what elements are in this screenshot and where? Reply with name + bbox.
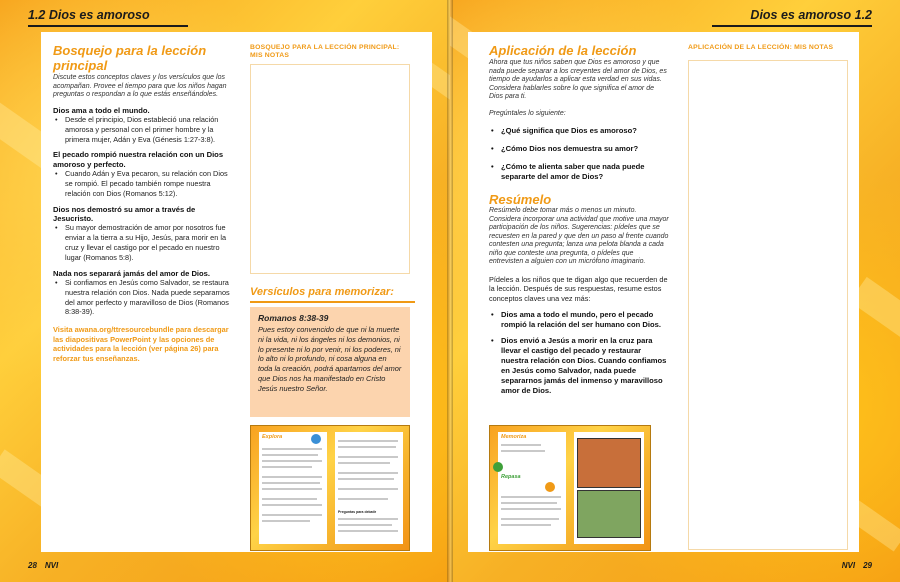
thumbnail-subheading: Preguntas para debatir [338,510,377,514]
thumbnail-line [262,460,322,462]
memory-verse-rule [250,301,415,303]
outline-section-bullet: • Su mayor demostración de amor por nosotros fue enviar a la tierra a su Hijo, Jesús, para morir en la cruz y llevar el castigo por el pecado en nuestro lugar (Romanos 5:8). [53,223,231,262]
thumbnail-line [338,478,394,480]
page-number: 29 [863,561,872,570]
summary-note: Resúmelo debe tomar más o menos un minuto. Considera incorporar una actividad que motive una mayor participación de los niños. Sugerencias: pídeles que se recuesten en la pared y que den un paso al frente cuando contesten una pregunta; lanza una pelota blanda a cada niño que conteste una pregunta, o pídeles que entrevisten a alguien con un micrófono imaginario. [489,207,669,265]
notes-area[interactable] [250,64,410,274]
outline-section-bullet: • Si confiamos en Jesús como Salvador, se restaura nuestra relación con Dios. Nada puede separarnos del amor perfecto y maravilloso de Dios (Romanos 8:38-39). [53,278,231,317]
outline-intro: Discute estos conceptos claves y los versículos que los acompañan. Provee el tiempo para que los niños hagan preguntas o respondan a lo que estás enseñándoles. [53,74,227,98]
thumbnail-line [501,518,559,520]
thumbnail-left-page [498,432,566,544]
question-item: • ¿Qué significa que Dios es amoroso? [489,126,669,136]
summary-point: • Dios envió a Jesús a morir en la cruz para llevar el castigo del pecado y restaurar nuestra relación con Dios. Cuando confiamos en Jesús como Salvador, nada puede separarnos jamás del inmenso y maravilloso amor de Dios. [489,336,669,396]
question-item: • ¿Cómo te alienta saber que nada puede separarte del amor de Dios? [489,162,669,182]
header-rule [712,25,872,27]
question-item: • ¿Cómo Dios nos demuestra su amor? [489,144,669,154]
thumbnail-heading: Memoriza [501,434,527,440]
thumbnail-line [501,502,557,504]
thumbnail-line [501,450,545,452]
thumbnail-line [262,454,318,456]
header-rule [28,25,188,27]
thumbnail-line [262,466,312,468]
thumbnail-line [338,498,388,500]
outline-section-bullet: • Desde el principio, Dios estableció una relación amorosa y personal con el primer hombre y la primera mujer, Adán y Eva (Génesis 1:27-3:8). [53,115,231,144]
student-page-thumbnail [489,425,651,551]
outline-section-head: Dios nos demostró su amor a través de Jesucristo. [53,204,196,223]
thumbnail-line [501,508,561,510]
outline-section-head: Dios ama a todo el mundo. [53,105,150,115]
notes-column [250,44,410,60]
student-page-thumbnail [250,425,410,551]
thumbnail-line [262,488,322,490]
thumbnail-line [338,488,398,490]
thumbnail-line [338,446,396,448]
thumbnail-subheading: Repasa [501,474,521,480]
outline-column [53,43,231,363]
memory-verse-box [250,307,410,417]
comic-panel-image [577,490,641,538]
lightbulb-icon [545,482,555,492]
application-title: Aplicación de la lección [489,43,637,58]
ask-prompt: Pregúntales lo siguiente: [489,109,566,117]
thumbnail-line [338,472,398,474]
verse-reference: Romanos 8:38-39 [258,313,329,323]
notes-area[interactable] [688,60,848,550]
notes-label: APLICACIÓN DE LA LECCIÓN: MIS NOTAS [688,44,834,51]
page-header: Dios es amoroso 1.2 [750,8,872,22]
thumbnail-line [262,498,317,500]
thumbnail-line [501,496,561,498]
outline-section-bullet: • Cuando Adán y Eva pecaron, su relación con Dios se rompió. El pecado también rompe nuestra relación con Dios (Romanos 5:12). [53,169,231,198]
resource-link[interactable]: Visita awana.org/ttresourcebundle para descargar las diapositivas PowerPoint y las opciones de actividades para la lección (ver página 26) para reforzar tus enseñanzas. [53,325,229,363]
outline-section-head: Nada nos separará jamás del amor de Dios. [53,268,211,278]
notes-label: BOSQUEJO PARA LA LECCIÓN PRINCIPAL: MIS NOTAS [250,44,400,59]
thumbnail-line [262,448,322,450]
memory-verse-title-wrap [250,286,415,303]
thumbnail-line [262,514,322,516]
application-column [489,43,669,396]
thumbnail-line [338,530,398,532]
thumbnail-line [338,518,398,520]
thumbnail-line [262,482,320,484]
outline-section-head: El pecado rompió nuestra relación con un Dios amoroso y perfecto. [53,150,224,169]
thumbnail-line [338,456,398,458]
chat-icon [493,462,503,472]
edition-label: NVI [44,561,59,570]
right-page [450,0,900,582]
application-intro: Ahora que tus niños saben que Dios es amoroso y que nada puede separar a los creyentes del amor de Dios, es tiempo de ayudarlos a aplicar esta verdad en sus vidas. Considera hablarles sobre lo que significa el amor de Dios para ti. [489,59,667,100]
thumbnail-line [501,444,541,446]
search-icon [311,434,321,444]
page-footer [28,561,66,570]
notes-column [688,44,848,52]
thumbnail-line [262,504,322,506]
page-footer [834,561,872,570]
edition-label: NVI [841,561,856,570]
comic-panel-image [577,438,641,488]
thumbnail-line [262,520,310,522]
thumbnail-line [262,476,322,478]
book-gutter [447,0,453,582]
summary-title: Resúmelo [489,192,552,207]
memory-verse-title: Versículos para memorizar: [250,286,394,298]
page-header: 1.2 Dios es amoroso [28,8,150,22]
thumbnail-line [501,524,551,526]
thumbnail-line [338,524,392,526]
thumbnail-heading: Explora [262,434,283,440]
thumbnail-line [338,462,390,464]
verse-text: Pues estoy convencido de que ni la muerte ni la vida, ni los ángeles ni los demonios, ni lo presente ni lo por venir, ni los poderes, ni lo alto ni lo profundo, ni cosa alguna en toda la creación, podrá apartarnos del amor que Dios nos ha manifestado en Cristo Jesús nuestro Señor. [258,325,402,393]
summary-point: • Dios ama a todo el mundo, pero el pecado rompió la relación del ser humano con Dios. [489,310,669,330]
outline-title: Bosquejo para la lección principal [53,43,207,73]
summary-body: Pídeles a los niños que te digan algo que recuerden de la lección. Después de sus respuestas, resume estos conceptos claves una vez más: [489,274,668,304]
thumbnail-line [338,440,398,442]
page-number: 28 [28,561,37,570]
